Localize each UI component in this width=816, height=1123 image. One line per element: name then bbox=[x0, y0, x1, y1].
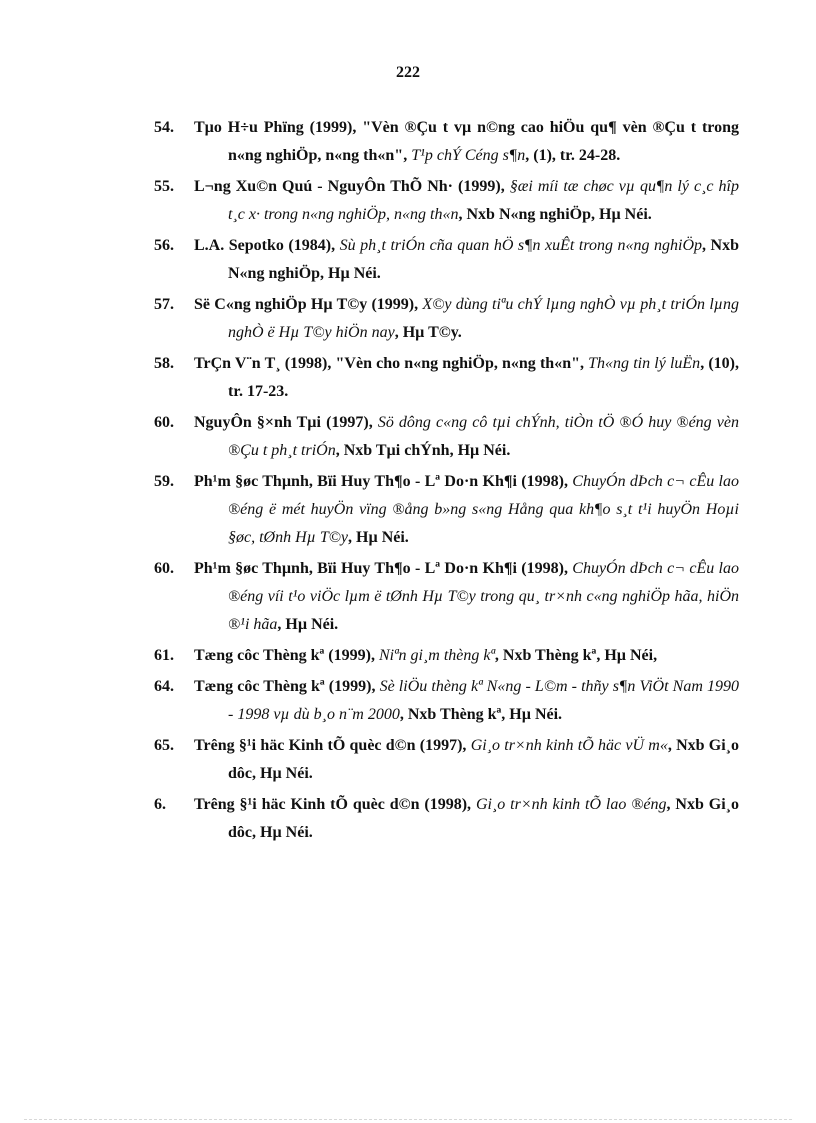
reference-authors: TrÇn V¨n T¸ (1998), "Vèn cho n«ng nghiÖp, n«ng th«n", bbox=[194, 355, 589, 372]
reference-text bbox=[194, 791, 739, 847]
reference-title: Niªn gi¸m thèng kª bbox=[378, 647, 495, 664]
reference-publisher: , Nxb N«ng nghiÖp, Hµ Néi. bbox=[228, 237, 739, 282]
reference-text bbox=[194, 555, 739, 639]
reference-title: ChuyÓn dÞch c¬ cÊu lao ®éng víi t¹o viÖc lµm ë tØnh Hµ T©y trong qu¸ tr×nh c«ng nghiÖp hãa, hiÖn ®¹i hãa bbox=[228, 560, 740, 633]
reference-item bbox=[154, 350, 739, 406]
reference-item bbox=[154, 173, 739, 229]
reference-title: Sè liÖu thèng kª N«ng - L©m - thñy s¶n ViÖt Nam 1990 - 1998 vµ dù b¸o n¨m 2000 bbox=[228, 678, 739, 723]
reference-text bbox=[194, 732, 739, 788]
reference-authors: Trêng §¹i häc Kinh tÕ quèc d©n (1998), bbox=[194, 796, 476, 813]
reference-title: ChuyÓn dÞch c¬ cÊu lao ®éng ë mét huyÖn vïng ®ång b»ng s«ng Hång qua kh¶o s¸t t¹i huyÖn Hoµi §øc, tØnh Hµ T©y bbox=[228, 473, 740, 546]
reference-publisher: , Nxb Thèng kª, Hµ Néi, bbox=[494, 647, 658, 664]
reference-text bbox=[194, 291, 739, 347]
reference-text bbox=[194, 468, 739, 552]
reference-authors: Tæng côc Thèng kª (1999), bbox=[194, 678, 380, 695]
reference-authors: L¬ng Xu©n Quú - NguyÔn ThÕ Nh· (1999), bbox=[194, 178, 510, 195]
reference-number: 64. bbox=[154, 678, 174, 695]
reference-authors: Ph¹m §øc Thµnh, Bïi Huy Th¶o - Lª Do·n Kh¶i (1998), bbox=[194, 473, 573, 490]
reference-title: X©y dùng tiªu chÝ lµng nghÒ vµ ph¸t triÓn lµng nghÒ ë Hµ T©y hiÖn nay bbox=[228, 296, 739, 341]
reference-text bbox=[194, 350, 739, 406]
reference-text bbox=[194, 642, 739, 670]
reference-title: Th«ng tin lý luËn bbox=[588, 355, 701, 372]
reference-item bbox=[154, 409, 739, 465]
reference-title: §æi míi tæ chøc vµ qu¶n lý c¸c hîp t¸c x· trong n«ng nghiÖp, n«ng th«n bbox=[228, 178, 739, 223]
reference-publisher: , Nxb N«ng nghiÖp, Hµ Néi. bbox=[458, 206, 652, 223]
reference-publisher: , (1), tr. 24-28. bbox=[525, 147, 621, 164]
reference-publisher: , Hµ T©y. bbox=[394, 324, 462, 341]
page-bottom-divider bbox=[24, 1119, 792, 1120]
reference-item bbox=[154, 114, 739, 170]
reference-authors: Ph¹m §øc Thµnh, Bïi Huy Th¶o - Lª Do·n Kh¶i (1998), bbox=[194, 560, 573, 577]
reference-number: 61. bbox=[154, 647, 174, 664]
reference-number: 59. bbox=[154, 473, 174, 490]
reference-number: 65. bbox=[154, 737, 174, 754]
reference-authors: Së C«ng nghiÖp Hµ T©y (1999), bbox=[194, 296, 423, 313]
reference-text bbox=[194, 173, 739, 229]
reference-item bbox=[154, 291, 739, 347]
reference-title: Sö dông c«ng cô tµi chÝnh, tiÒn tÖ ®Ó huy ®éng vèn ®Çu t ph¸t triÓn bbox=[228, 414, 739, 459]
reference-publisher: , Hµ Néi. bbox=[277, 616, 339, 633]
reference-item bbox=[154, 791, 739, 847]
reference-number: 60. bbox=[154, 414, 174, 431]
reference-number: 58. bbox=[154, 355, 174, 372]
page-number: 222 bbox=[396, 64, 420, 81]
reference-item bbox=[154, 642, 739, 670]
reference-text bbox=[194, 114, 739, 170]
reference-item bbox=[154, 232, 739, 288]
reference-number: 56. bbox=[154, 237, 174, 254]
reference-number: 6. bbox=[154, 796, 166, 813]
reference-item bbox=[154, 673, 739, 729]
reference-publisher: , Nxb Gi¸o dôc, Hµ Néi. bbox=[228, 737, 740, 782]
reference-text bbox=[194, 409, 739, 465]
reference-authors: L.A. Sepotko (1984), bbox=[194, 237, 340, 254]
reference-list bbox=[154, 114, 739, 850]
reference-title: Gi¸o tr×nh kinh tÕ häc vÜ m« bbox=[470, 737, 668, 754]
reference-number: 60. bbox=[154, 560, 174, 577]
reference-publisher: , Hµ Néi. bbox=[348, 529, 409, 546]
reference-number: 57. bbox=[154, 296, 174, 313]
reference-text bbox=[194, 232, 739, 288]
reference-authors: Trêng §¹i häc Kinh tÕ quèc d©n (1997), bbox=[194, 737, 471, 754]
reference-item bbox=[154, 468, 739, 552]
reference-title: Sù ph¸t triÓn cña quan hÖ s¶n xuÊt trong n«ng nghiÖp bbox=[339, 237, 703, 254]
reference-authors: Tµo H÷u Phïng (1999), "Vèn ®Çu t vµ n©ng cao hiÖu qu¶ vèn ®Çu t trong n«ng nghiÖp, n«ng th«n", bbox=[194, 119, 739, 164]
reference-publisher: , (10), tr. 17-23. bbox=[228, 355, 740, 400]
reference-number: 54. bbox=[154, 119, 174, 136]
reference-number: 55. bbox=[154, 178, 174, 195]
reference-text bbox=[194, 673, 739, 729]
reference-authors: NguyÔn §×nh Tµi (1997), bbox=[194, 414, 378, 431]
reference-title: T¹p chÝ Céng s¶n bbox=[411, 147, 526, 164]
reference-publisher: , Nxb Tµi chÝnh, Hµ Néi. bbox=[335, 442, 511, 459]
reference-authors: Tæng côc Thèng kª (1999), bbox=[194, 647, 379, 664]
reference-publisher: , Nxb Gi¸o dôc, Hµ Néi. bbox=[228, 796, 739, 841]
reference-title: Gi¸o tr×nh kinh tÕ lao ®éng bbox=[475, 796, 667, 813]
reference-item bbox=[154, 732, 739, 788]
reference-publisher: , Nxb Thèng kª, Hµ Néi. bbox=[399, 706, 563, 723]
reference-item bbox=[154, 555, 739, 639]
